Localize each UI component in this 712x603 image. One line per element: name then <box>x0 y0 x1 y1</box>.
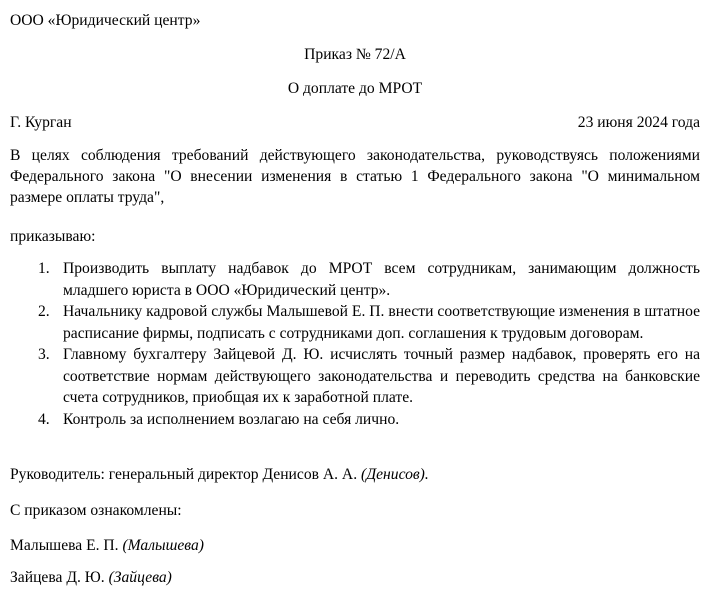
head-signature-line <box>10 466 700 484</box>
list-item-text: Начальнику кадровой службы Малышевой Е. П. внести соответствующие изменения в штатное расписание фирмы, подписать с сотрудниками доп. соглашения к трудовым договорам. <box>63 303 700 342</box>
city: Г. Курган <box>10 114 72 131</box>
employee-signature: (Малышева) <box>122 537 204 554</box>
list-item-text: Контроль за исполнением возлагаю на себя лично. <box>63 410 400 428</box>
list-item-text: Главному бухгалтеру Зайцевой Д. Ю. исчислять точный размер надбавок, проверять его на соответствие нормам действующего законодательства и переводить средства на банковские счета сотрудников, приобщая их к заработной плате. <box>63 346 700 406</box>
order-date: 23 июня 2024 года <box>577 114 700 131</box>
organization-name: ООО «Юридический центр» <box>10 12 201 29</box>
acknowledged-label: С приказом ознакомлены: <box>10 502 182 519</box>
list-item <box>10 409 700 431</box>
order-word: приказываю: <box>10 228 96 245</box>
list-item-text: Производить выплату надбавок до МРОТ всем сотрудникам, занимающим должность младшего юриста в ООО «Юридический центр». <box>63 260 700 299</box>
employee-signature-line <box>10 537 700 555</box>
list-item <box>10 344 700 409</box>
list-item-number: 4. <box>38 410 50 428</box>
order-title: Приказ № 72/А <box>304 46 406 63</box>
employee-signature-line <box>10 569 700 587</box>
employee-name: Зайцева Д. Ю. <box>10 569 109 586</box>
list-item-number: 3. <box>38 346 50 363</box>
intro-paragraph: В целях соблюдения требований действующего законодательства, руководствуясь положениями Федерального закона "О внесении изменения в статью 1 Федерального закона "О минимальном размере оплаты труда", <box>10 147 700 206</box>
list-item <box>10 258 700 301</box>
employee-name: Малышева Е. П. <box>10 537 123 554</box>
employee-signature: (Зайцева) <box>108 569 172 586</box>
city-date-row <box>10 114 700 132</box>
head-signature: (Денисов). <box>361 466 429 483</box>
list-item-number: 1. <box>38 260 50 277</box>
head-label: Руководитель: генеральный директор Денисов А. А. <box>10 466 361 483</box>
list-item-number: 2. <box>38 303 50 320</box>
list-item <box>10 301 700 344</box>
order-subtitle: О доплате до МРОТ <box>287 80 423 97</box>
order-items-list <box>10 258 700 430</box>
